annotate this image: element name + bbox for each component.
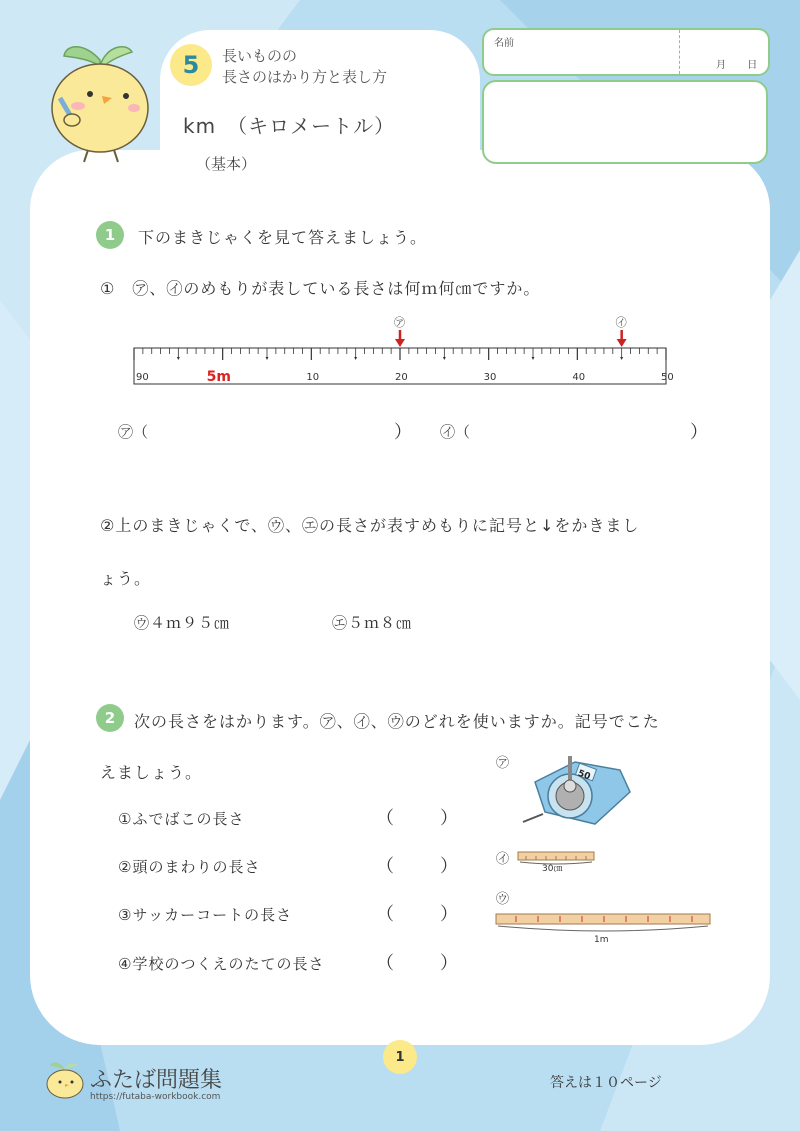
question-1-instruction: 下のまきじゃくを見て答えましょう。: [138, 228, 428, 247]
tool-a-label: ㋐: [496, 756, 510, 771]
answer-a-close: ）: [394, 422, 412, 443]
answer-i-open: ㋑（: [440, 423, 471, 441]
short-ruler-icon: [516, 850, 596, 874]
marker-a-arrow-head: [395, 339, 405, 347]
month-label: 月: [716, 60, 726, 71]
question-2-instruction-line1: 次の長さをはかります。㋐、㋑、㋒のどれを使いますか。記号でこた: [134, 712, 660, 731]
q2-item-1-close: ）: [440, 808, 458, 829]
tape-tick-label: 10: [306, 372, 320, 383]
q2-item-3-open: （: [376, 904, 394, 925]
item-u: ㋒４ｍ９５㎝: [134, 614, 231, 632]
unit-title-line1: 長いものの: [222, 47, 298, 65]
tape-meter-label: 5m: [206, 369, 232, 385]
q2-item-4-answer-field[interactable]: [392, 949, 438, 975]
answer-a-row: [118, 421, 148, 442]
name-label: 名前: [494, 38, 514, 49]
score-box[interactable]: [482, 80, 768, 164]
day-label: 日: [747, 60, 758, 71]
answer-i-row: [440, 421, 470, 442]
question-2-badge: 2: [96, 704, 124, 732]
marker-a-label: ㋐: [394, 316, 405, 329]
q2-item-2-open: （: [376, 856, 394, 877]
q2-item-4: ④学校のつくえのたての長さ: [118, 955, 325, 973]
unit-title: [222, 46, 387, 88]
unit-title-line2: 長さのはかり方と表し方: [222, 68, 388, 86]
unit-number-badge: 5: [170, 44, 212, 86]
marker-i-arrow-head: [617, 339, 627, 347]
q2-item-1-open: （: [376, 808, 394, 829]
marker-i-label: ㋑: [615, 316, 627, 329]
item-e: ㋓５ｍ８㎝: [332, 614, 413, 632]
lesson-title: km （キロメートル）: [183, 114, 396, 138]
q2-item-1-answer-field[interactable]: [392, 804, 438, 830]
q2-item-2-answer-field[interactable]: [392, 852, 438, 878]
tape-tick-label: 20: [395, 372, 408, 383]
answer-a-field[interactable]: [150, 420, 390, 444]
q2-item-1: ①ふでばこの長さ: [118, 810, 245, 828]
brand-name: ふたば問題集: [90, 1068, 223, 1093]
question-1-sub2-line1: ②上のまきじゃくで、㋒、㋓の長さが表すめもりに記号と↓をかきまし: [100, 516, 640, 535]
q2-item-3-answer-field[interactable]: [392, 900, 438, 926]
name-field-box[interactable]: [482, 28, 770, 76]
tape-tick-label: 30: [483, 372, 497, 383]
meter-stick-caption: 1m: [594, 935, 609, 945]
short-ruler-caption: 30㎝: [542, 864, 563, 874]
tool-u-label: ㋒: [496, 892, 510, 907]
question-1-badge: 1: [96, 221, 124, 249]
q2-item-4-open: （: [376, 953, 394, 974]
date-label: [716, 56, 757, 71]
name-date-divider: [679, 30, 680, 74]
tape-tick-label: 90: [136, 372, 149, 383]
tape-tick-label: 50: [661, 372, 674, 383]
question-1-sub1: ① ㋐、㋑のめもりが表している長さは何ｍ何㎝ですか。: [100, 279, 541, 298]
q2-item-2: ②頭のまわりの長さ: [118, 858, 261, 876]
page-number: 1: [383, 1040, 417, 1074]
measuring-tape-ruler: [120, 312, 680, 392]
chick-mascot-icon: [44, 38, 156, 164]
level-label: （基本）: [196, 155, 257, 173]
question-2-instruction-line2: えましょう。: [100, 763, 203, 782]
tool-i-label: ㋑: [496, 852, 510, 867]
answer-i-field[interactable]: [470, 420, 685, 444]
tape-reel-badge: 50: [576, 768, 592, 783]
meter-stick-icon: [494, 910, 714, 946]
brand-url[interactable]: https://futaba-workbook.com: [90, 1092, 221, 1102]
tape-tick-label: 40: [572, 372, 586, 383]
chick-logo-icon: [44, 1060, 86, 1100]
answer-i-close: ）: [690, 422, 708, 443]
q2-item-4-close: ）: [440, 953, 458, 974]
q2-item-2-close: ）: [440, 856, 458, 877]
answer-a-open: ㋐（: [118, 423, 149, 441]
question-1-sub2-line2: ょう。: [100, 569, 152, 588]
answer-page-note: 答えは１０ページ: [550, 1075, 662, 1091]
q2-item-3: ③サッカーコートの長さ: [118, 906, 293, 924]
tape-reel-icon: [515, 752, 635, 832]
q2-item-3-close: ）: [440, 904, 458, 925]
